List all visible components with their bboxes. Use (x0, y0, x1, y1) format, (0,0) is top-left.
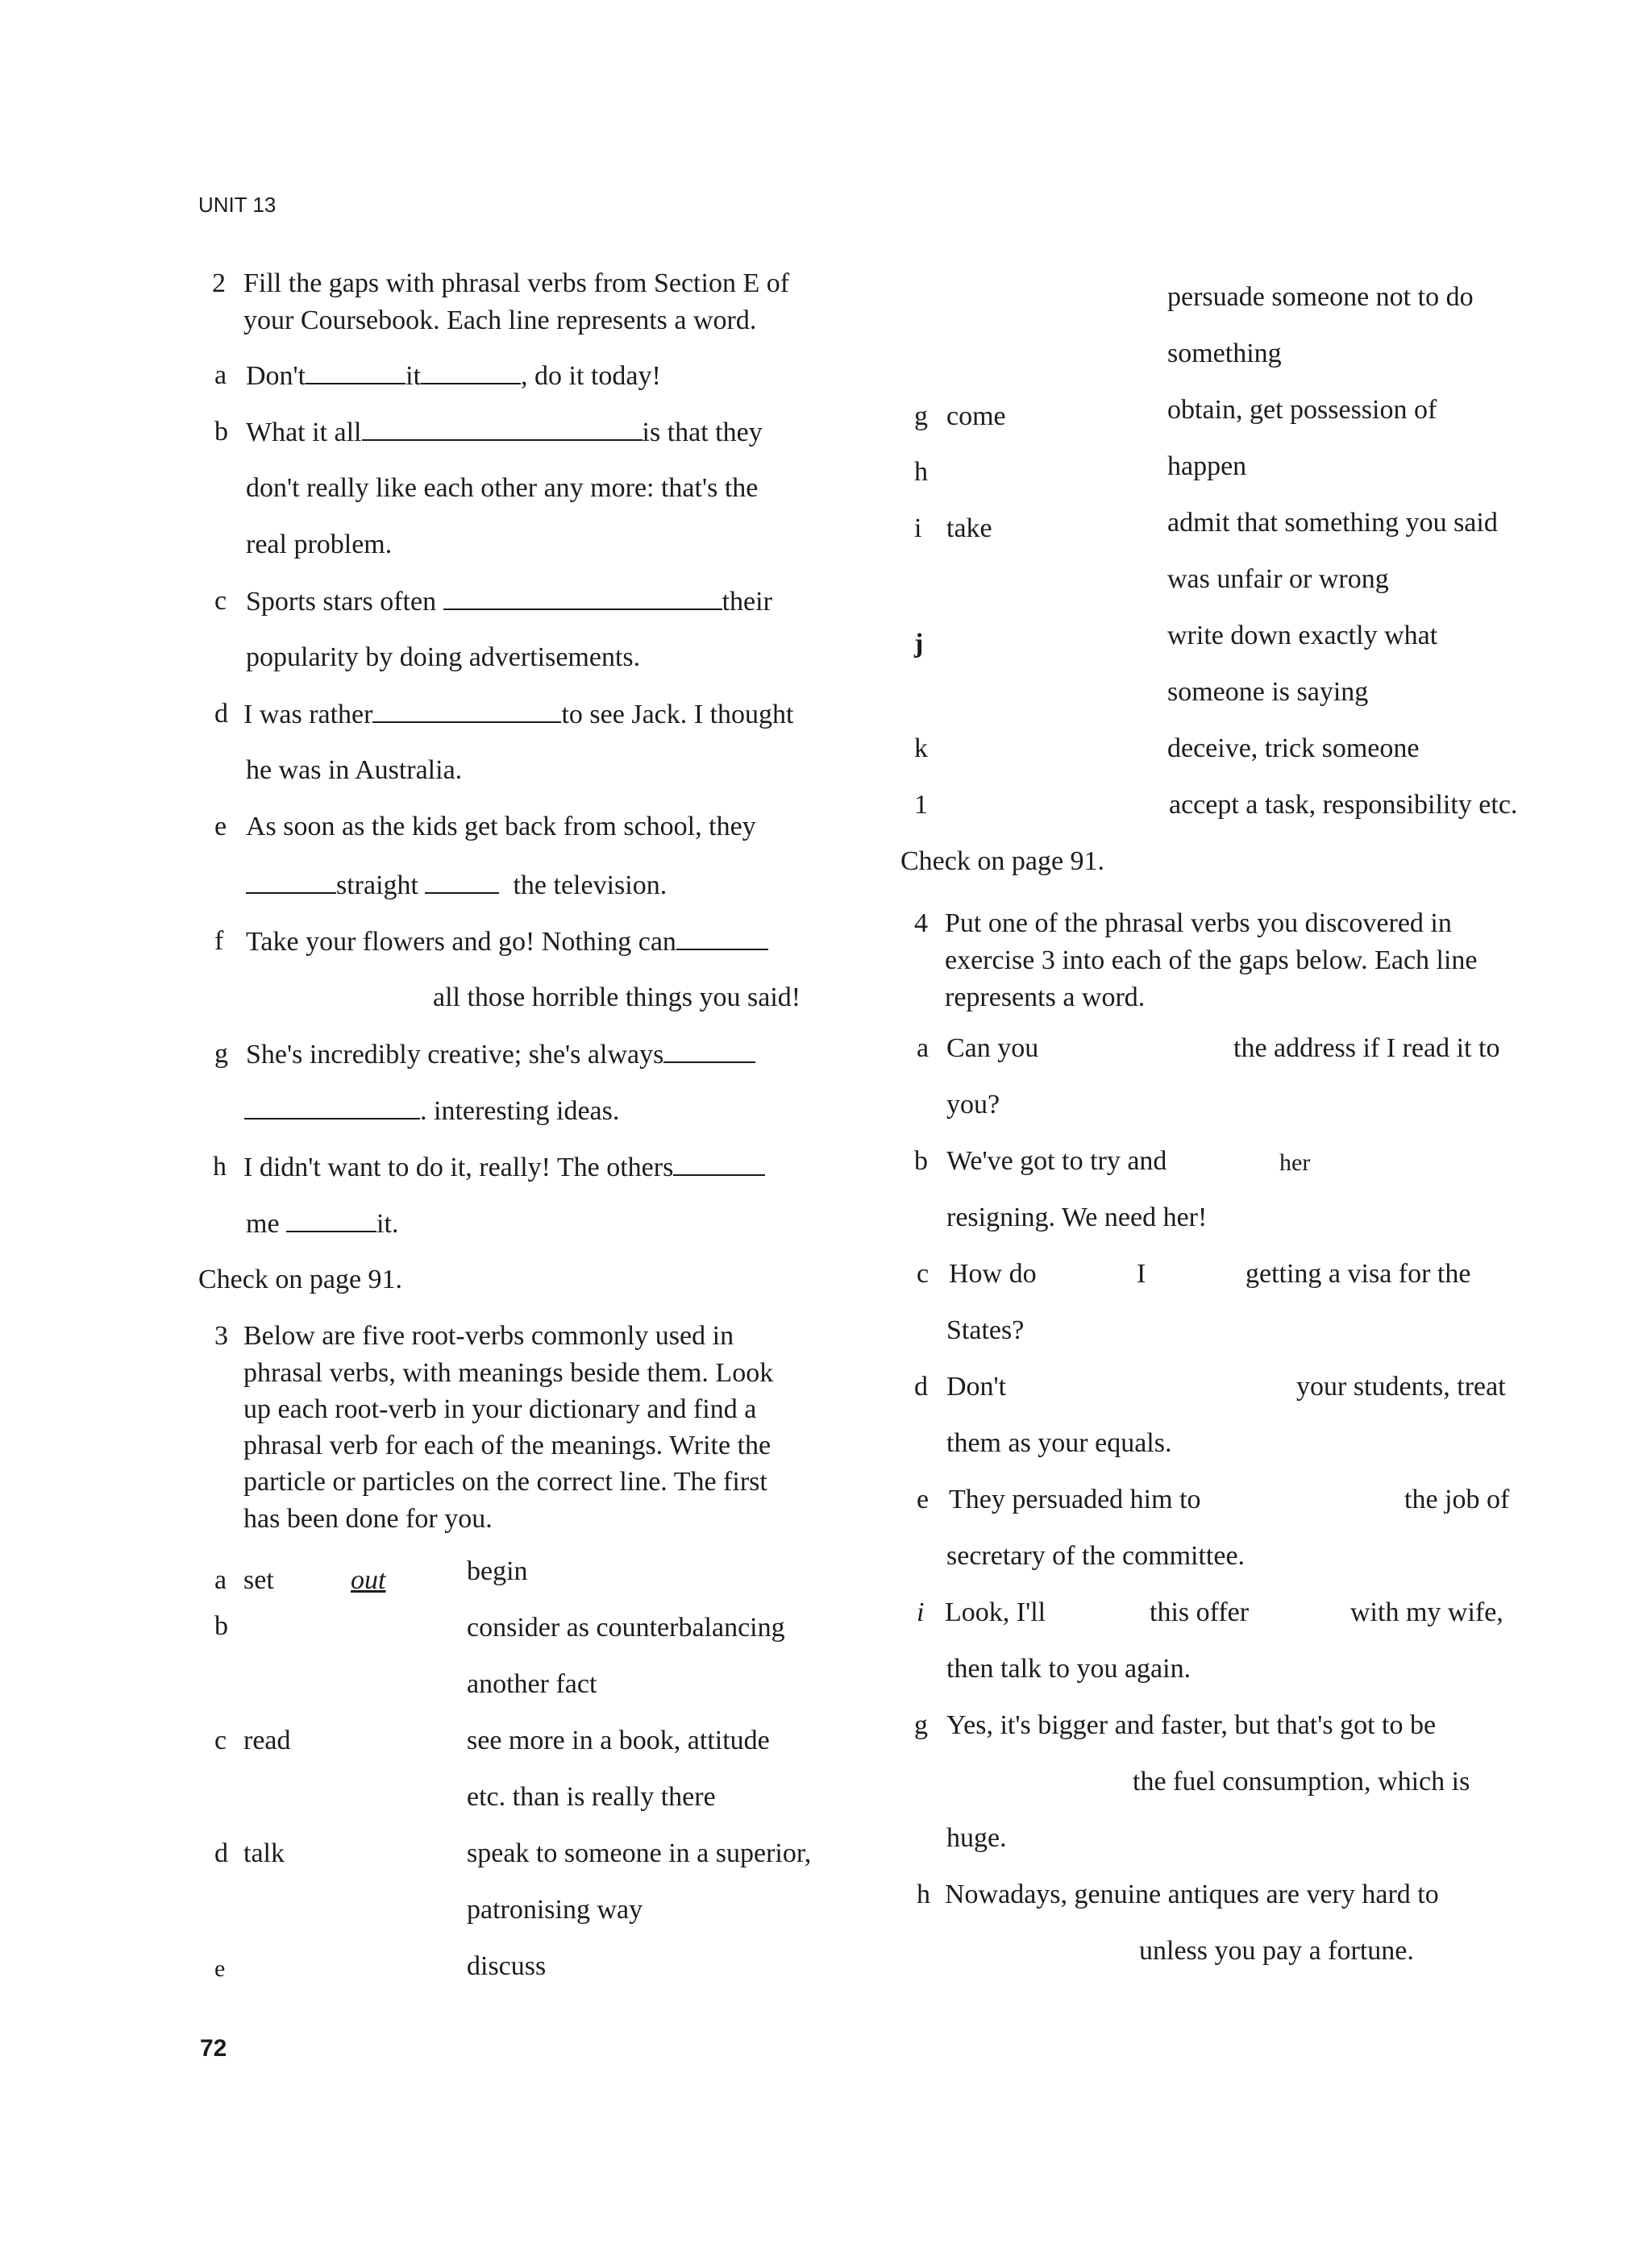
item-line: unless you pay a fortune. (1139, 1936, 1414, 1966)
meaning: happen (1167, 451, 1247, 481)
row-letter: 1 (914, 790, 928, 820)
item-line: secretary of the committee. (946, 1541, 1246, 1571)
item-letter: a (917, 1033, 929, 1063)
row-letter: i (914, 513, 922, 543)
item-letter: d (214, 699, 228, 729)
item-text: the job of (1404, 1485, 1510, 1514)
item-line: don't really like each other any more: that's the (246, 473, 759, 503)
text: it. (376, 1209, 399, 1239)
item-text: with my wife, (1350, 1597, 1503, 1627)
particle-answer: out (351, 1565, 386, 1595)
item-text: Can you (946, 1033, 1039, 1063)
item-letter: c (214, 586, 227, 616)
text: their (722, 587, 772, 617)
root-verb: talk (243, 1838, 285, 1868)
item-line: he was in Australia. (246, 755, 463, 785)
instruction-line: phrasal verb for each of the meanings. Write the (243, 1431, 771, 1460)
item-letter: g (914, 1710, 928, 1740)
text: to see Jack. I thought (561, 700, 794, 729)
item-text: They persuaded him to (949, 1485, 1201, 1514)
page-number: 72 (200, 2035, 227, 2062)
item-g-line2 (244, 1094, 619, 1128)
answer-gap[interactable] (421, 359, 521, 384)
meaning: something (1167, 339, 1282, 368)
item-text: How do (949, 1259, 1037, 1289)
text: it (405, 361, 422, 391)
item-line: them as your equals. (946, 1428, 1172, 1458)
answer-gap[interactable] (244, 1094, 420, 1119)
exercise-number: 3 (214, 1321, 228, 1351)
item-b (246, 415, 763, 450)
item-text: getting a visa for the (1246, 1259, 1471, 1289)
item-a (246, 359, 661, 393)
instruction-line: exercise 3 into each of the gaps below. Each line (945, 945, 1478, 975)
text: I was rather (243, 700, 373, 729)
item-text: Look, I'll (945, 1597, 1046, 1627)
answer-gap[interactable] (676, 924, 768, 950)
item-g (246, 1037, 755, 1072)
item-letter: g (214, 1039, 228, 1069)
item-letter: i (917, 1597, 925, 1627)
answer-gap[interactable] (443, 584, 514, 610)
item-line: resigning. We need her! (946, 1203, 1208, 1232)
root-verb: come (946, 401, 1006, 431)
item-letter: h (917, 1880, 930, 1909)
meaning: speak to someone in a superior, (467, 1838, 812, 1868)
row-letter: g (914, 401, 928, 431)
item-line: popularity by doing advertisements. (246, 642, 641, 672)
item-text: We've got to try and (946, 1146, 1167, 1176)
answer-gap[interactable] (246, 868, 336, 894)
item-letter: e (214, 812, 227, 841)
answer-gap[interactable] (514, 584, 722, 610)
item-f (246, 924, 768, 959)
item-line: real problem. (246, 530, 393, 559)
item-line: you? (946, 1090, 1000, 1119)
meaning: someone is saying (1167, 677, 1369, 707)
row-letter: j (914, 629, 924, 658)
answer-gap[interactable] (663, 1037, 755, 1063)
meaning: discuss (467, 1951, 547, 1981)
item-h-line2 (246, 1207, 398, 1241)
item-line: States? (946, 1315, 1025, 1345)
meaning: consider as counterbalancing (467, 1613, 785, 1643)
text: She's incredibly creative; she's always (246, 1040, 664, 1070)
text: the television. (513, 870, 667, 900)
text: What it all (246, 417, 362, 447)
meaning: admit that something you said (1167, 508, 1498, 538)
item-line: all those horrible things you said! (433, 982, 801, 1012)
item-text: Don't (946, 1372, 1007, 1402)
meaning: deceive, trick someone (1167, 733, 1420, 763)
instruction-line: Put one of the phrasal verbs you discovered in (945, 908, 1452, 938)
item-text: Nowadays, genuine antiques are very hard to (945, 1880, 1439, 1909)
row-letter: d (214, 1838, 228, 1868)
text: Don't (246, 361, 306, 391)
item-letter: d (914, 1372, 928, 1402)
item-h (243, 1150, 765, 1185)
item-letter: e (917, 1485, 929, 1514)
exercise-number: 2 (212, 268, 226, 298)
meaning: begin (467, 1556, 528, 1586)
root-verb: take (946, 513, 992, 543)
text: straight (336, 870, 418, 900)
item-letter: h (213, 1152, 227, 1182)
instruction-line: up each root-verb in your dictionary and find a (243, 1394, 757, 1424)
answer-gap[interactable] (286, 1207, 376, 1232)
row-letter: e (214, 1955, 226, 1982)
item-letter: a (214, 360, 227, 390)
check-note: Check on page 91. (198, 1265, 403, 1294)
root-verb: read (243, 1726, 291, 1755)
item-letter: c (917, 1259, 929, 1289)
text: I didn't want to do it, really! The others (243, 1153, 674, 1182)
instruction-line: phrasal verbs, with meanings beside them. Look (243, 1358, 774, 1388)
item-line: the fuel consumption, which is (1133, 1767, 1470, 1797)
item-text: her (1279, 1149, 1311, 1176)
item-text: your students, treat (1296, 1372, 1506, 1402)
instruction-line: particle or particles on the correct line. The first (243, 1467, 767, 1497)
meaning: accept a task, responsibility etc. (1169, 790, 1518, 820)
meaning: patronising way (467, 1895, 643, 1925)
answer-gap[interactable] (673, 1150, 765, 1176)
item-line: As soon as the kids get back from school, they (246, 812, 756, 841)
instruction-line: has been done for you. (243, 1504, 493, 1534)
meaning: another fact (467, 1669, 597, 1699)
item-c (246, 584, 772, 619)
row-letter: h (914, 457, 928, 487)
instruction-line: represents a word. (945, 982, 1146, 1012)
meaning: was unfair or wrong (1167, 564, 1389, 594)
row-letter: a (214, 1565, 227, 1595)
text: is that they (642, 417, 763, 447)
answer-gap[interactable] (362, 415, 643, 441)
item-text: Yes, it's bigger and faster, but that's got to be (946, 1710, 1437, 1740)
item-text: the address if I read it to (1233, 1033, 1500, 1063)
item-letter: f (214, 926, 224, 956)
exercise-number: 4 (914, 908, 928, 938)
row-letter: c (214, 1726, 227, 1755)
instruction-line: Fill the gaps with phrasal verbs from Section E of (243, 268, 790, 298)
item-text: this offer (1150, 1597, 1250, 1627)
item-letter: b (914, 1146, 928, 1176)
item-d (243, 697, 793, 732)
item-text: I (1137, 1259, 1146, 1289)
text: , do it today! (521, 361, 661, 391)
item-letter: b (214, 417, 228, 447)
meaning: write down exactly what (1167, 621, 1438, 650)
item-line: huge. (946, 1823, 1007, 1853)
row-letter: k (914, 733, 928, 763)
meaning: persuade someone not to do (1167, 282, 1474, 312)
answer-gap[interactable] (425, 868, 499, 894)
text: . interesting ideas. (420, 1096, 620, 1126)
meaning: see more in a book, attitude (467, 1726, 770, 1755)
answer-gap[interactable] (372, 697, 561, 723)
text: Take your flowers and go! Nothing can (246, 927, 676, 957)
text: Sports stars often (246, 587, 437, 617)
meaning: etc. than is really there (467, 1782, 716, 1812)
text: me (246, 1209, 280, 1239)
check-note: Check on page 91. (900, 846, 1105, 876)
item-line: then talk to you again. (946, 1654, 1191, 1684)
instruction-line: Below are five root-verbs commonly used in (243, 1321, 734, 1351)
root-verb: set (243, 1565, 274, 1595)
row-letter: b (214, 1611, 228, 1641)
item-e-gaps (246, 868, 667, 903)
meaning: obtain, get possession of (1167, 395, 1437, 425)
unit-header: UNIT 13 (198, 193, 277, 217)
answer-gap[interactable] (306, 359, 405, 384)
instruction-line: your Coursebook. Each line represents a word. (243, 305, 757, 335)
